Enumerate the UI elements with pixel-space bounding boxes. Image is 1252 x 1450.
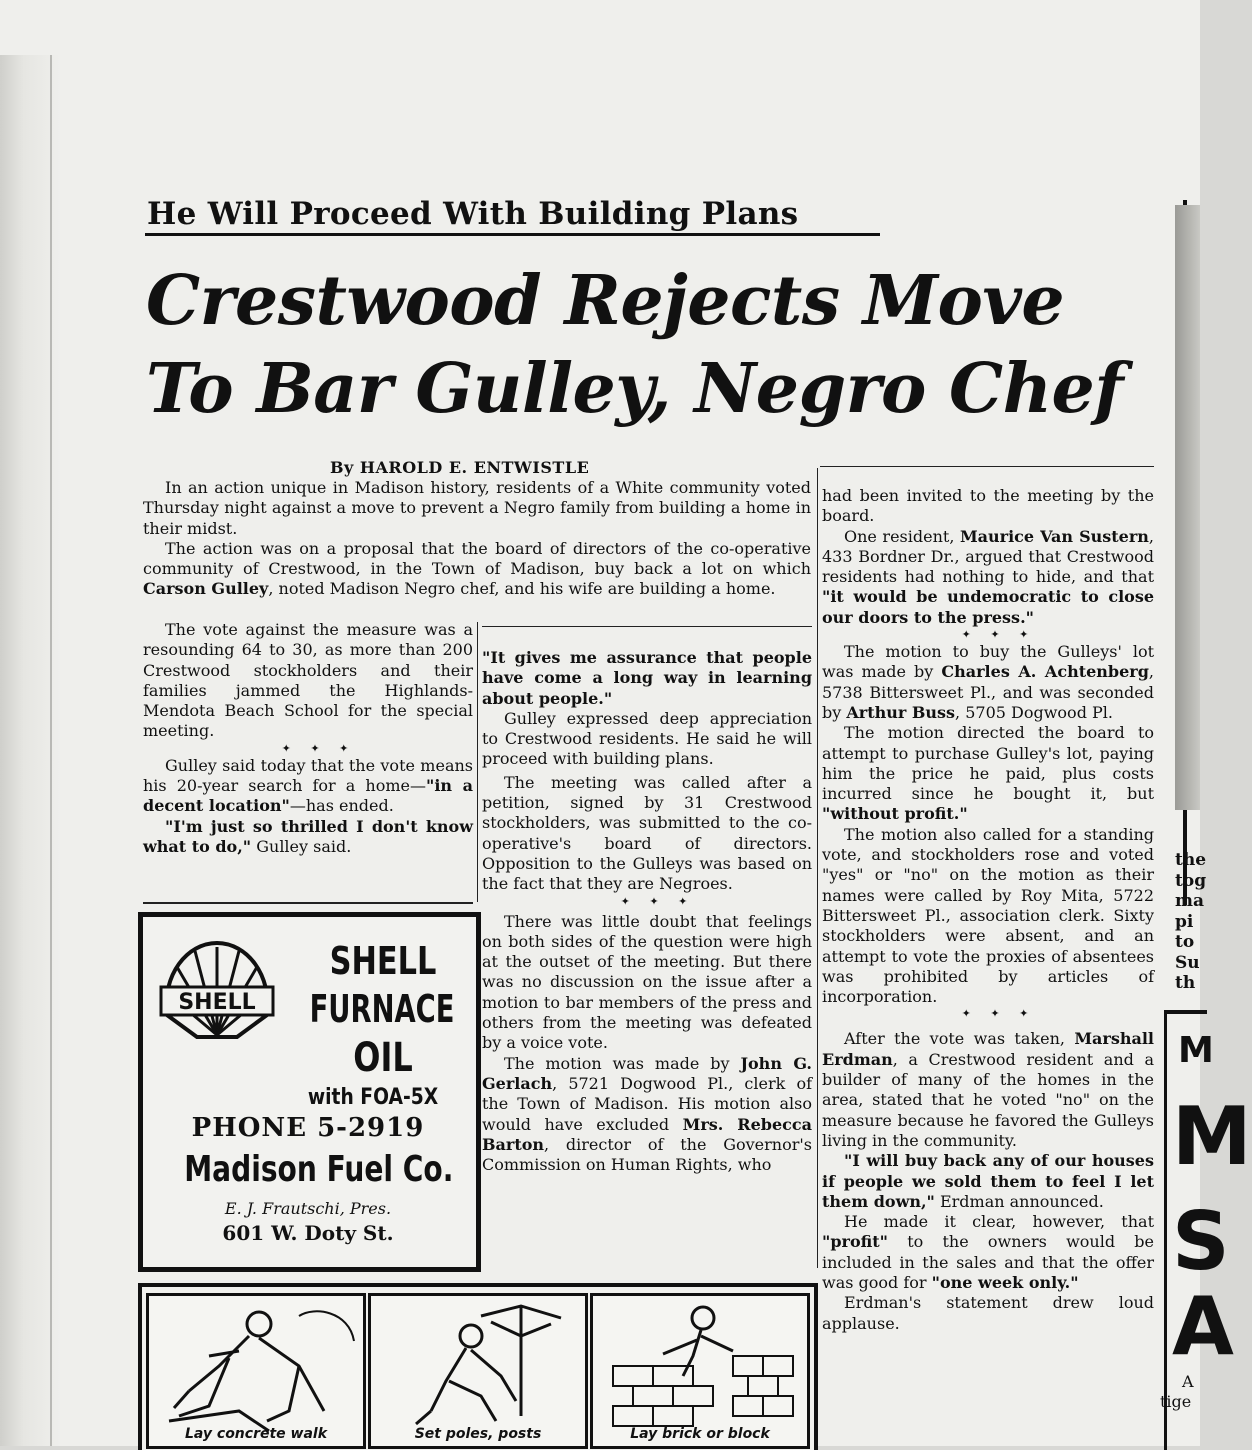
neighbor-footer-fragment: A tige <box>1160 1372 1194 1411</box>
worker-concrete-illustration <box>149 1296 363 1446</box>
col3-paragraph-1: One resident, Maurice Van Sustern, 433 Bordner Dr., argued that Crestwood residents had nothing to hide, and that "it would be undemocratic to close our doors to the press." <box>822 526 1154 627</box>
col3-paragraph-2: The motion to buy the Gulleys' lot was made by Charles A. Achtenberg, 5738 Bittersweet Pl., and was seconded by Arthur Buss, 5705 Dogwood Pl. <box>822 642 1155 722</box>
headline-line-2: To Bar Gulley, Negro Chef <box>146 349 1124 429</box>
col1-paragraph-3: "I'm just so thrilled I don't know what to do," Gulley said. <box>143 816 473 856</box>
worker-brick-illustration <box>593 1296 807 1446</box>
panel-brick-block <box>590 1293 810 1449</box>
caption-concrete: Lay concrete walk <box>184 1426 328 1442</box>
caption-brick: Lay brick or block <box>630 1426 770 1442</box>
section-break-stars: ✦ ✦ ✦ <box>620 894 696 908</box>
ad-shell-text: SHELL <box>329 939 437 983</box>
section-break-stars: ✦ ✦ ✦ <box>281 741 357 755</box>
lead-paragraph-1: In an action unique in Madison history, residents of a White community voted Thursday night against a move to prevent a Negro family from building a home in their midst. <box>143 478 811 538</box>
panel-poles-posts <box>368 1293 588 1449</box>
pull-quote: "It gives me assurance that people have come a long way in learning about people." <box>482 648 812 708</box>
caption-poles: Set poles, posts <box>414 1426 542 1442</box>
column-divider-top <box>482 626 812 627</box>
illustration-panels <box>138 1283 818 1450</box>
col3-paragraph-3: The motion directed the board to attempt to purchase Gulley's lot, paying him the price he paid, plus costs incurred since he bought it, but "without profit." <box>822 723 1154 824</box>
column-divider-1 <box>477 622 478 902</box>
shell-furnace-oil-ad <box>138 912 481 1272</box>
kicker-underline <box>145 233 880 236</box>
col2-paragraph-3: There was little doubt that feelings on both sides of the question were high at the outset of the meeting. But there was no discussion on the issue after a motion to bar members of the press and others from the meeting was defeated by a voice vote. <box>482 911 812 1053</box>
neighbor-photo-fragment <box>1175 205 1200 810</box>
col3-paragraph-0: had been invited to the meeting by the board. <box>822 486 1154 526</box>
article-lead <box>143 478 811 600</box>
col3-paragraph-8: Erdman's statement drew loud applause. <box>822 1293 1154 1333</box>
article-column-2 <box>482 648 812 1175</box>
col2-paragraph-2: The meeting was called after a petition, signed by 31 Crestwood stockholders, was submitted to the co-operative's board of directors. Opposition to the Gulleys was based on the fact that they are Negroes. <box>482 772 812 894</box>
ad-with-foa: with FOA-5X <box>307 1085 439 1110</box>
column-divider-2 <box>817 468 818 1268</box>
panel-concrete-walk <box>146 1293 366 1449</box>
ad-company: Madison Fuel Co. <box>184 1149 454 1190</box>
column-3-top-rule <box>820 466 1154 467</box>
section-break-stars: ✦ ✦ ✦ <box>961 1007 1037 1021</box>
neighbor-box-letter: M <box>1178 1030 1214 1071</box>
neighbor-text-fragment: the tog ma pi to Su th <box>1175 850 1207 993</box>
col3-paragraph-6: "I will buy back any of our houses if people we sold them to feel I let them down," Erdman announced. <box>822 1151 1154 1211</box>
headline-line-1: Crestwood Rejects Move <box>146 261 1065 341</box>
svg-text:SHELL: SHELL <box>178 990 256 1015</box>
ad-oil-text: OIL <box>353 1035 413 1081</box>
col2-paragraph-1: Gulley expressed deep appreciation to Crestwood residents. He said he will proceed with building plans. <box>482 708 812 769</box>
col1-paragraph-1: The vote against the measure was a resounding 64 to 30, as more than 200 Crestwood stockholders and their families jammed the Highlands-Mendota Beach School for the special meeting. <box>143 620 473 741</box>
neighbor-big-letter-2: S <box>1172 1195 1230 1288</box>
worker-poles-illustration <box>371 1296 585 1446</box>
col2-paragraph-4: The motion was made by John G. Gerlach, 5721 Dogwood Pl., clerk of the Town of Madison. His motion also would have excluded Mrs. Rebecca Barton, director of the Governor's Commission on Human Rights, who <box>482 1053 813 1175</box>
col3-paragraph-5: After the vote was taken, Marshall Erdman, a Crestwood resident and a builder of many of the homes in the area, stated that he voted "no" on the measure because he favored the Gulleys living in the community. <box>822 1029 1154 1150</box>
name-carson-gulley: Carson Gulley <box>143 579 269 599</box>
neighbor-big-letter-3: A <box>1172 1280 1234 1373</box>
page-fold-line <box>50 55 52 1446</box>
article-column-3 <box>822 486 1154 1334</box>
shell-logo-icon <box>157 935 277 1045</box>
ad-furnace-text: FURNACE <box>309 987 455 1031</box>
byline: By HAROLD E. ENTWISTLE <box>330 458 590 477</box>
section-break-stars: ✦ ✦ ✦ <box>961 628 1037 642</box>
article-column-1 <box>143 620 473 857</box>
lead-paragraph-2: The action was on a proposal that the board of directors of the co-operative community of Crestwood, in the Town of Madison, buy back a lot on which Carson Gulley, noted Madison Negro chef, and his wife are building a home. <box>143 538 811 599</box>
ad-top-rule <box>143 902 473 904</box>
ad-address: 601 W. Doty St. <box>222 1221 394 1245</box>
col3-paragraph-4: The motion also called for a standing vote, and stockholders rose and voted "yes" or "no" on the motion as their names were called by Roy Mita, 5722 Bittersweet Pl., association clerk. Sixty stockholders were absent, and an attempt to vote the proxies of absentees was prohibited by articles of incorporation. <box>822 824 1154 1007</box>
neighbor-big-letter-1: M <box>1172 1090 1252 1183</box>
ad-president: E. J. Frautschi, Pres. <box>224 1199 392 1218</box>
kicker-headline: He Will Proceed With Building Plans <box>147 196 799 232</box>
ad-phone: PHONE 5-2919 <box>191 1113 425 1143</box>
col3-paragraph-7: He made it clear, however, that "profit" to the owners would be included in the sales and that the offer was good for "one week only." <box>822 1212 1154 1292</box>
col1-paragraph-2: Gulley said today that the vote means his 20-year search for a home—"in a decent location"—has ended. <box>143 755 474 816</box>
